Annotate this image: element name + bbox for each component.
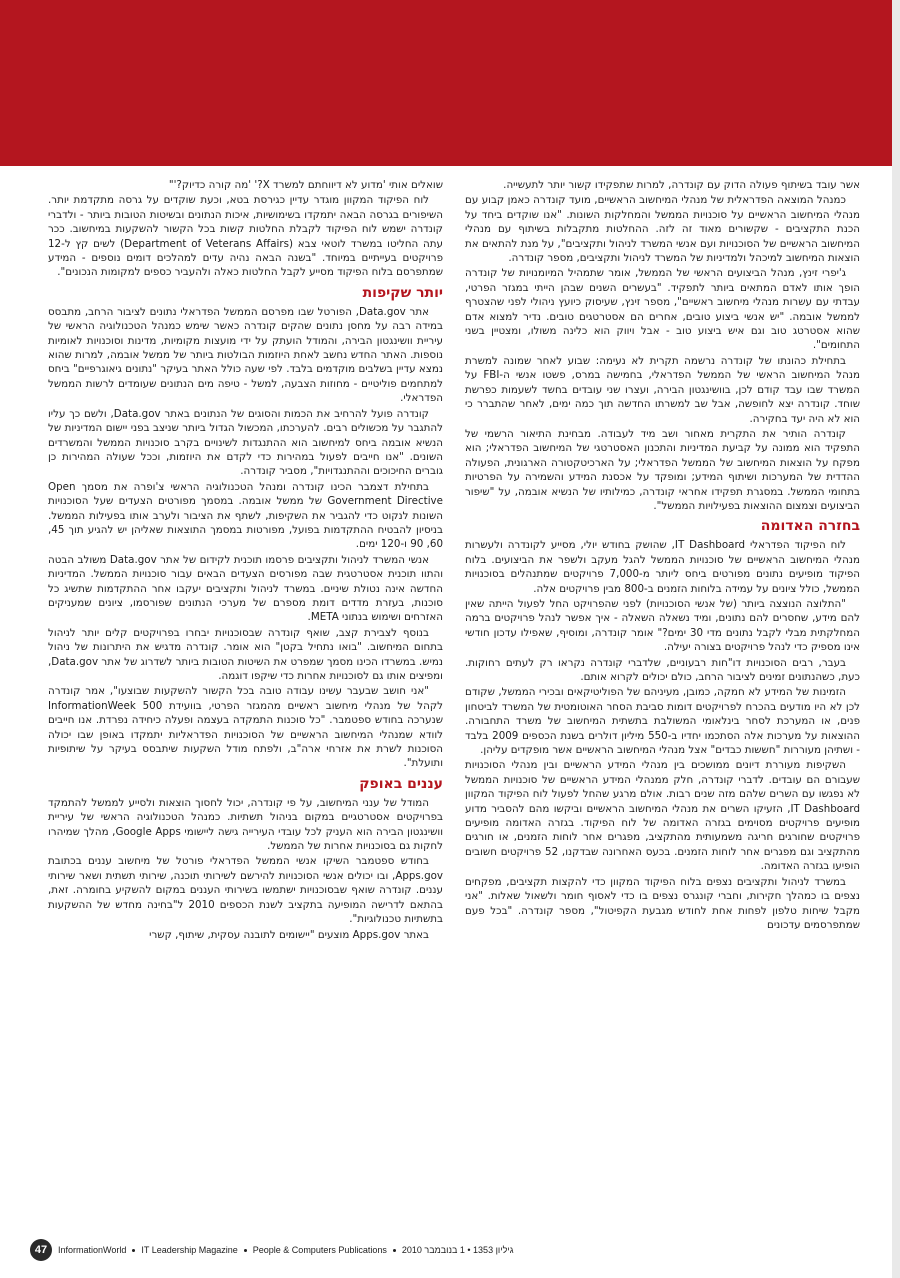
right-column <box>465 178 860 1218</box>
paragraph: בנוסף לצבירת קצב, שואף קונדרה שבסוכנויות יבחרו בפרויקטים קלים יותר לניהול בתחום המיחשוב. "בואו נתחיל בקטן" הוא אומר. קונדרה מדגיש את היתרונות של ניהול נמיש. במשרדו הכינו מסמך שמפרט את השיטות הטובות ביותר לשדרוג של אתר Data.gov, ומפיצים אותו גם לסוכנויות אחרות כדי שיקפו דוגמה. <box>48 626 443 682</box>
paragraph: שואלים אותי 'מדוע לא דיווחתם למשרד X?' 'מה קורה כדיוק?'" <box>168 179 443 191</box>
paragraph: אנשי המשרד לניהול ותקציבים פרסמו תוכנית לקידום של אתר Data.gov משולב הבטה והתוו תוכנית אסטרטגית שבה מפורסים הצעדים הבאים עבור סוכנויות הממשל. המדיניות החדשה אינה נטולת שיניים. במשרד לניהול ותקציבים יעקבו אחר ההתקדמות שתשיג כל סוכנות, בעזרת מדדים דומת מספרם של מערכי הנתונים שפורסמו, ציונים שמעניקים האזרחים ושימוש בנתוני META. <box>48 553 443 624</box>
header-band <box>0 0 900 166</box>
paragraph: "התלוצה הנוצצה ביותר (של אנשי הסוכנויות) לפני שהפרויקט החל לפעול הייתה שאין להם מידע, שחסרים להם נתונים, ומיד נשאלה השאלה - איך אפשר לנהל פרויקטים ברמה המחלקתית מבלי לקבל נתונים מדי 30 ימים?" אומר קונדרה, ומוסיף, שאפילו עדכון חודשי אינו מספיק כדי לנהל פרויקטים בצורה יעילה. <box>465 597 860 654</box>
paragraph: בחודש ספטמבר השיקו אנשי הממשל הפדראלי פורטל של מיחשוב עננים בכתובת Apps.gov, ובו יכולים אנשי הסוכנויות להירשם לשירותי תוכנה, שירותי תשתית ושאר שירותי עננים. קונדרה שואף שבסוכנויות ישתמשו בשירותי העננים במקום להשקיע בחומרה. זאת, בהתאם לדרישה המופיעה בתקציב לשנת הכספים 2010 ל"בחינה מחדש של ההשקעות בתשתיות טכנולוגיות". <box>48 855 443 926</box>
bullet-separator <box>132 1249 135 1252</box>
paragraph: לוח הפיקוד המקוון מוגדר עדיין כגירסת בטא, וכעת שוקדים על גרסה מתקדמת יותר. השיפורים בגרסה הבאה יתמקדו בשימושיות, איכות הנתונים ובשיטות הטובות ביותר - ולדברי קונדרה ישמש לוח הפיקוד לקבלת החלטות קשות בכל הקשור להשקעות במיחשוב. ככר עתה החליטו במשרד לוטאי צבא (Department of Veterans Affairs) לשים קץ ל-12 פרויקטים בעייתיים במיוחד. "בשנה הבאה נהיה עדים למהלכים דומים נוספים - המידע שמתפרסם בלוח הפיקוד מסייע לקבל החלטות כאלה ולהעביר כספים למקומות הנכונים". <box>48 194 443 279</box>
page-edge <box>892 0 900 1278</box>
paragraph: בתחילת דצמבר הכינו קונדרה ומנהל הטכנולוגיה הראשי צ'ופרה את מסמך Open Government Directive של ממשל אובמה. במסמך מפורטים הצעדים שעל הסוכנויות השונות לנקוט כדי להגביר את השקיפות, לשתף את הציבור ולערב אותו בפעילות הממשל. בניסיון להבטיח ההתקדמות בפועל, מפורטות במסמך התוצאות שאליהן יש להגיע תוך 45, 60, 90 ו-120 ימים. <box>48 480 443 551</box>
paragraph: כמנהל המוצאה הפדראלית של מנהלי המיחשוב הראשיים, מועד קונדרה כאמן קבוע עם מנהלי המיחשוב הראשיים על סוכנויות הממשל והמחלקות השונות. "אנו שוקדים ביחד על הכנת התקציבים - שקשורים מאוד זה לזה. ההחלטות מתקבלות בשיתוף עם מנהלי המיחשוב הראשיים של הסוכנויות ועם אנשי המשרד לניהול ותקציבים", על מנת להתאים את הוצאות המיחשוב למיכהל ולמדיניות של המשרד לניהול ותקציבים, מספר קונדרה. <box>465 194 860 265</box>
paragraph: ג'יפרי זינץ, מנהל הביצועים הראשי של הממשל, אומר שתמהיל המיומנויות של קונדרה הופך אותו לאדם המתאים ביותר לתפקיד. "בעשרים השנים שבהן הייתי במגזר הפרטי, עבדתי עם עשרות מנהלי מיחשוב ראשיים", מספר זינץ, שעיסוק כיועץ ניהולי לפני שהצטרף לממשל אובמה. "יש אנשי ביצוע טובים, אחרים הם אסטרטגים טובים. נדיר למצוא אדם שהוא אסטרטג טוב וגם איש ביצוע טוב - אבל ויווק הוא כלינה משולו, ומצטיין בשני התחומים". <box>465 267 860 352</box>
paragraph: המודל של ענני המיחשוב, על פי קונדרה, יכול לחסוך הוצאות ולסייע לממשל להתמקד בפרויקטים אסטרטגיים במקום בניהול תשתיות. כמנהל הטכנולוגיה הראשי של עיריית וושינגטון הבירה הוא העניק לכל עובדי העירייה גישה ליישומי Google Apps, מהלך שמיהרו לחקות גם בסוכנויות אחרות של הממשל. <box>48 796 443 853</box>
paragraph: השקיפות מעוררת דיונים ממושכים בין מנהלי המידע הראשיים ובין מנהלי הסוכנויות שעבורם הם עובדים. לדברי קונדרה, חלק ממנהלי המידע הראשיים של סוכנויות הממשל לא נפגשו עם השרים שלהם מזה שנים רבות. אולם מרגע שהחל לפעול לוח הפיקוד המקוון IT Dashboard, הזעיקו השרים את מנהלי המיחשוב הראשיים וביקשו מהם להסביר מדוע מופיעים פרויקטים מסוימים בגזרה האדומה של לוח הפיקוד. בגזרה האדומה מופיעים פרויקטים שחורגים חריגה משמעותית מהתקציב, מפגרים אחר לוחות הזמנים, או חורגים מהתקציב וגם מפגרים אחר לוחות הזמנים. בכעס האחרונה שבדקנו, 52 פרויקטים חשובים הופיעו בגזרה האדומה. <box>465 759 860 873</box>
section-heading: בחזרה האדומה <box>760 518 860 535</box>
section-heading: יותר שקיפות <box>362 284 443 301</box>
article-columns <box>48 178 860 1218</box>
footer-issue: גיליון 1353 • 1 בנובמבר 2010 <box>401 1245 514 1255</box>
paragraph: הזמינות של המידע לא חמקה, כמובן, מעיניהם של הפוליטיקאים ובכירי הממשל, שקודם לכן לא היו מודעים בהכרח לפרויקטים דומות סביבת הסחר האוטומטית של המשרד לביטחון פנים, או המערכת לסחר בינלאומי המשולבת בתשתית המיחשוב של משרד התחבורה. ההוצאות על מערכות אלה הסתכמו יחדיו ב-550 מיליון דולרים בשנת הכספים 2009 בלבד - ושתיהן מעוררות "חששות כבדים" אצל מנהלי המיחשוב הראשיים אשר מופקדים עליהן. <box>465 686 860 757</box>
page-footer <box>30 1238 860 1262</box>
bullet-separator <box>393 1249 396 1252</box>
footer-publisher: People & Computers Publications <box>252 1245 387 1255</box>
paragraph: באתר Apps.gov מוצעים "יישומים לתובנה עסקית, שיתוף, קשרי <box>149 928 429 941</box>
paragraph: לוח הפיקוד הפדראלי IT Dashboard, שהושק בחודש יולי, מסייע לקונדרה ולעשרות מנהלי המיחשוב הראשיים של סוכנויות הממשל להגל מעקב ולשפר את הביצועים. בלוח הפיקוד מופיעים נתונים מפורטים ביחס ליותר מ-7,000 פרויקטים שמתנהלים בסוכנויות הממשל, כולל ציונים על עמידה בלוחות הזמנים ב-800 מבין פרויקטים אלה. <box>465 539 860 595</box>
section-heading: עננים באופק <box>359 775 443 792</box>
page-number: 47 <box>30 1239 52 1261</box>
paragraph: קונדרה הותיר את התקרית מאחור ושב מיד לעבודה. מבחינת התיאור הרשמי של התפקיד הוא ממונה על קביעת המדיניות והתכנון האסטרטגי של המיחשוב הפדראלי; הוא מפקח על הוצאות המיחשוב של הממשל הפדראלי; על הארכיטקטורה הארגונית, הפעולה ההדדית של המערכות ושיתוף המידע; ומופקד על אכסנת המידע והשמירה על הפרטיות בתחומי הממשל. במסגרת תפקידו אחראי קונדרה, כמילותיו של הנשיא אובמה, על "שיפור הביצועים וצמצום ההוצאות בפעילויות הממשל". <box>465 427 860 512</box>
footer-brand: InformationWorld <box>58 1245 127 1255</box>
left-column <box>48 178 443 1218</box>
paragraph: אתר Data.gov, הפורטל שבו מפרסם הממשל הפדראלי נתונים לציבור הרחב, מתבסס במידה רבה על מחסן נתונים שהקים קונדרה כאשר שימש כמנהל הטכנולוגיה הראשי של עיריית וושינגטון הבירה, והמודל הועתק על ידי מועצות מקומיות, מדינות וסוכנויות לאומיות נוספות. האתר החדש נחשב לאחת היוזמות הבולטות ביותר של ממשל אובמה, למרות שהוא נמצא עדיין בשלבים מוקדמים בלבד. לפי שעה כולל האתר בעיקר "נתונים גיאוגרפיים" ביחס למתחמים פוליטיים - מחוזות הצבעה, למשל - טיפה מים הנתונים שעומדים לרשות הממשל הפדראלי. <box>48 305 443 405</box>
paragraph: בעבר, רבים הסוכנויות דו"חות רבעוניים, שלדברי קונדרה נקראו רק לעתים רחוקות. כעת, כשהנתונים זמינים לציבור הרחב, כולם יכולים לקרוא אותם. <box>465 656 860 683</box>
paragraph: אשר עובד בשיתוף פעולה הדוק עם קונדרה, למרות שתפקידו קשור יותר לתעשייה. <box>503 179 860 191</box>
paragraph: "אני חושב שבעבר עשינו עבודה טובה בכל הקשור להשקעות שבוצעו", אמר קונדרה לקהל של מנהלי מיחשוב ראשיים מהמגזר הפרטי, בוועידת 500 InformationWeek שנערכה בחודש ספטמבר. "כל סוכנות התמקדה בעצמה ופעלה כיחידה נפרדת. אנו חייבים לוודא שמנהלי המיחשוב הראשיים של הסוכנויות הפדראליות יתמקדו באופן שבו יכולה הסוכנות לשרת את אזרחי ארה"ב, ולפתח מודל השקעות שיתבסס בעיקר על שיתופיות ותועלת". <box>48 685 443 770</box>
bullet-separator <box>244 1249 247 1252</box>
paragraph: קונדרה פועל להרחיב את הכמות והסוגים של הנתונים באתר Data.gov, ולשם כך עליו להתגבר על מכשולים רבים. להערכתו, המכשול הגדול ביותר שניצב בפני יישום המדיניות של הנשיא אובמה ביחס למיחשוב הוא ההתנגדות לשינויים בקרב סוכנויות הממשל והמשרדים השונים. "אנו חייבים לפעול במהירות כדי לקדם את היוזמות, וככל שעולה המהירות כן גוברים החיכוכים וההתנגדויות", מסביר קונדרה. <box>48 407 443 478</box>
paragraph: בתחילת כהונתו של קונדרה נרשמה תקרית לא נעימה: שבוע לאחר שמונה למשרת מנהל המיחשוב הראשי של הממשל הפדראלי, בחמישה במרס, פשטו אנשי ה-FBI על המשרד שבו עבד קודם לכן, בוושינגטון הבירה, ועצרו שני עובדים בחשד לשעמות כפרשת שוחד. קונדרה יצא לחופשה, אבל שב למשרתו החדשה תוך כמה ימים, לאחר שהתברר כי הוא לא היה יעד בחקירה. <box>465 354 860 425</box>
footer-magazine: IT Leadership Magazine <box>141 1245 238 1255</box>
paragraph: במשרד לניהול ותקציבים נצפים בלוח הפיקוד המקוון כדי להקצות תקציבים, מפקחים נצפים בו כמהלך חקירות, וחברי קונגרס נצפים בו כדי לאסוף חומר ולשאול שאלות. "אני מקבל שיחות טלפון לפחות אחת לחודש מגבעת הקפיטול", מספר קונדרה. "בכל פעם שמתפרסמים עדכונים <box>465 875 860 931</box>
